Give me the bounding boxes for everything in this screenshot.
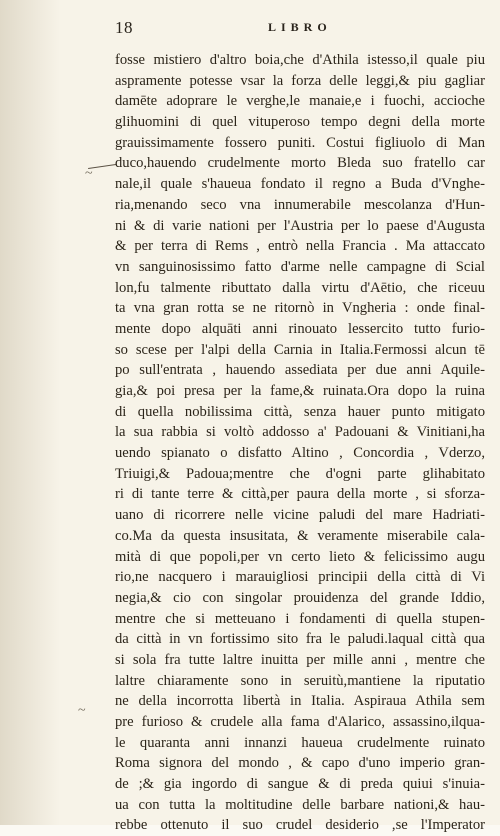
text-line: so scese per l'alpi della Carnia in Italia.Fermossi alcun tē <box>115 341 485 358</box>
text-line: Roma signora del mondo , & capo d'uno imperio gran- <box>115 755 485 772</box>
text-line: negia,& cio con singolar prouidenza del grande Iddio, <box>115 589 485 606</box>
text-line: gia,& poi presa per la fame,& ruinata.Ora dopo la ruina <box>115 383 485 399</box>
text-line: la sua rabbia si voltò addosso a' Padouani & Vinitiani,ha <box>115 424 485 441</box>
text-line: mentre che si metteuano i fondamenti di quella stupen- <box>115 610 485 627</box>
text-line: fosse mistiero d'altro boia,che d'Athila istesso,il quale piu <box>115 52 485 68</box>
running-head: LIBRO <box>268 20 332 34</box>
text-line: di quella nobilissima città, senza hauer punto mitigato <box>115 403 485 420</box>
text-line: de ;& gia ingordo di sangue & di preda quiui s'inuia- <box>115 776 485 793</box>
text-line: ria,menando seco vna innumerabile mescolanza d'Hun- <box>115 196 485 213</box>
text-line: rio,ne nacquero i marauigliosi principii della città di Vi <box>115 569 485 586</box>
text-line: mità di que popoli,per vn certo lieto & felicissimo augu <box>115 548 485 565</box>
text-line: si sola fra tutte laltre inuitta per mille anni , mentre che <box>115 651 485 668</box>
text-line: glihuomini di quel vituperoso tempo degni della morte <box>115 114 485 131</box>
text-line: vn sanguinosissimo fatto d'arme nelle campagne di Scial <box>115 258 485 275</box>
margin-mark: ~ <box>85 166 93 181</box>
text-line: ne della incorrotta libertà in Italia. Aspiraua Athila sem <box>115 693 485 710</box>
text-line: nale,il quale s'haueua fondato il regno a Buda d'Vnghe- <box>115 176 485 193</box>
text-line: laltre chiaramente sono in seruitù,mantiene la riputatio <box>115 672 485 689</box>
text-line: duco,hauendo crudelmente morto Bleda suo fratello car <box>115 155 485 172</box>
body-text <box>115 50 485 836</box>
text-line: ni & di varie nationi per l'Austria per lo paese d'Augusta <box>115 217 485 234</box>
text-line: uano di ricorrere nelle vicine paludi del mare Hadriati- <box>115 507 485 524</box>
text-line: Triuigi,& Padoua;mentre che d'ogni parte glihabitato <box>115 465 485 482</box>
margin-mark: ~ <box>78 703 86 718</box>
text-line: grauissimamente fossero puniti. Costui figliuolo di Man <box>115 134 485 151</box>
text-line: lon,fu talmente ributtato dalla virtu d'Aētio, che riceuu <box>115 279 485 296</box>
text-line: aspramente potesse vsar la forza delle leggi,& piu gagliar <box>115 72 485 89</box>
text-line: uendo spianato o disfatto Altino , Concordia , Vderzo, <box>115 445 485 462</box>
text-line: co.Ma da questa insusitata, & veramente miserabile cala- <box>115 527 485 544</box>
page-number: 18 <box>115 18 133 37</box>
text-line: mente dopo alquāti anni rinouato lessercito tutto furio- <box>115 320 485 337</box>
text-line: le quaranta anni innanzi haueua crudelmente ruinato <box>115 734 485 751</box>
text-line: ri di tante terre & città,per paura della morte , si sforza- <box>115 486 485 503</box>
text-line: pre furioso & crudele alla fama d'Alarico, assassino,ilqua- <box>115 714 485 730</box>
text-line: da città in vn fortissimo sito fra le paludi.laqual città qua <box>115 631 485 648</box>
text-line: ua con tutta la moltitudine delle barbare nationi,& hau- <box>115 796 485 813</box>
text-line: damēte adoprare le verghe,le manaie,e i fuochi, accioche <box>115 93 485 110</box>
text-line: & per terra di Rems , entrò nella Francia . Ma attaccato <box>115 238 485 255</box>
text-line: ta vna gran rotta se ne ritornò in Vngheria : onde final- <box>115 300 485 317</box>
text-line: rebbe ottenuto il suo crudel desiderio ,se l'Imperator <box>115 817 485 834</box>
text-line: po sull'entrata , hauendo assediata per due anni Aquile- <box>115 362 485 379</box>
